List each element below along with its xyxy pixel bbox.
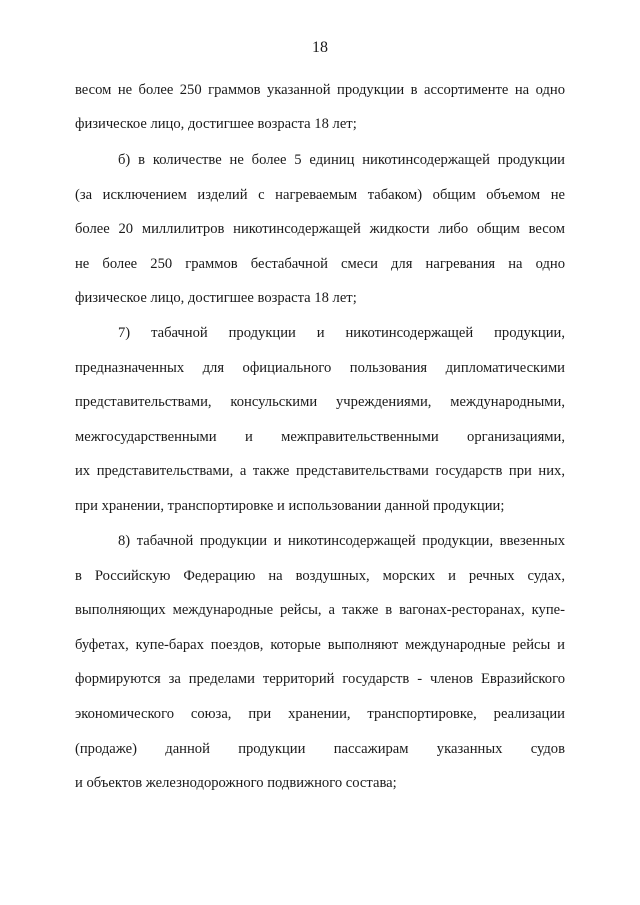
text-line: выполняющих международные рейсы, а также в вагонах-ресторанах, купе- <box>75 602 565 618</box>
text-line: физическое лицо, достигшее возраста 18 лет; <box>75 116 357 132</box>
text-line: буфетах, купе-барах поездов, которые выполняют международные рейсы и <box>75 637 565 653</box>
text-line: весом не более 250 граммов указанной продукции в ассортименте на одно <box>75 82 565 98</box>
text-line: более 20 миллилитров никотинсодержащей жидкости либо общим весом <box>75 221 565 237</box>
text-line: в Российскую Федерацию на воздушных, морских и речных судах, <box>75 568 565 584</box>
text-line: (продаже) данной продукции пассажирам указанных судов <box>75 741 565 757</box>
text-line: физическое лицо, достигшее возраста 18 лет; <box>75 290 357 306</box>
text-line: межгосударственными и межправительственными организациями, <box>75 429 565 445</box>
text-line: при хранении, транспортировке и использовании данной продукции; <box>75 498 505 514</box>
text-line: формируются за пределами территорий государств - членов Евразийского <box>75 671 565 687</box>
text-line: (за исключением изделий с нагреваемым табаком) общим объемом не <box>75 187 565 203</box>
text-line: представительствами, консульскими учреждениями, международными, <box>75 394 565 410</box>
text-line: экономического союза, при хранении, транспортировке, реализации <box>75 706 565 722</box>
text-line: не более 250 граммов бестабачной смеси для нагревания на одно <box>75 256 565 272</box>
text-line: 7) табачной продукции и никотинсодержащей продукции, <box>118 325 565 341</box>
text-line: 8) табачной продукции и никотинсодержащей продукции, ввезенных <box>118 533 565 549</box>
page-number: 18 <box>312 39 328 56</box>
text-line: предназначенных для официального пользования дипломатическими <box>75 360 565 376</box>
text-line: их представительствами, а также представительствами государств при них, <box>75 463 565 479</box>
text-line: б) в количестве не более 5 единиц никотинсодержащей продукции <box>118 152 565 168</box>
text-line: и объектов железнодорожного подвижного состава; <box>75 775 397 791</box>
